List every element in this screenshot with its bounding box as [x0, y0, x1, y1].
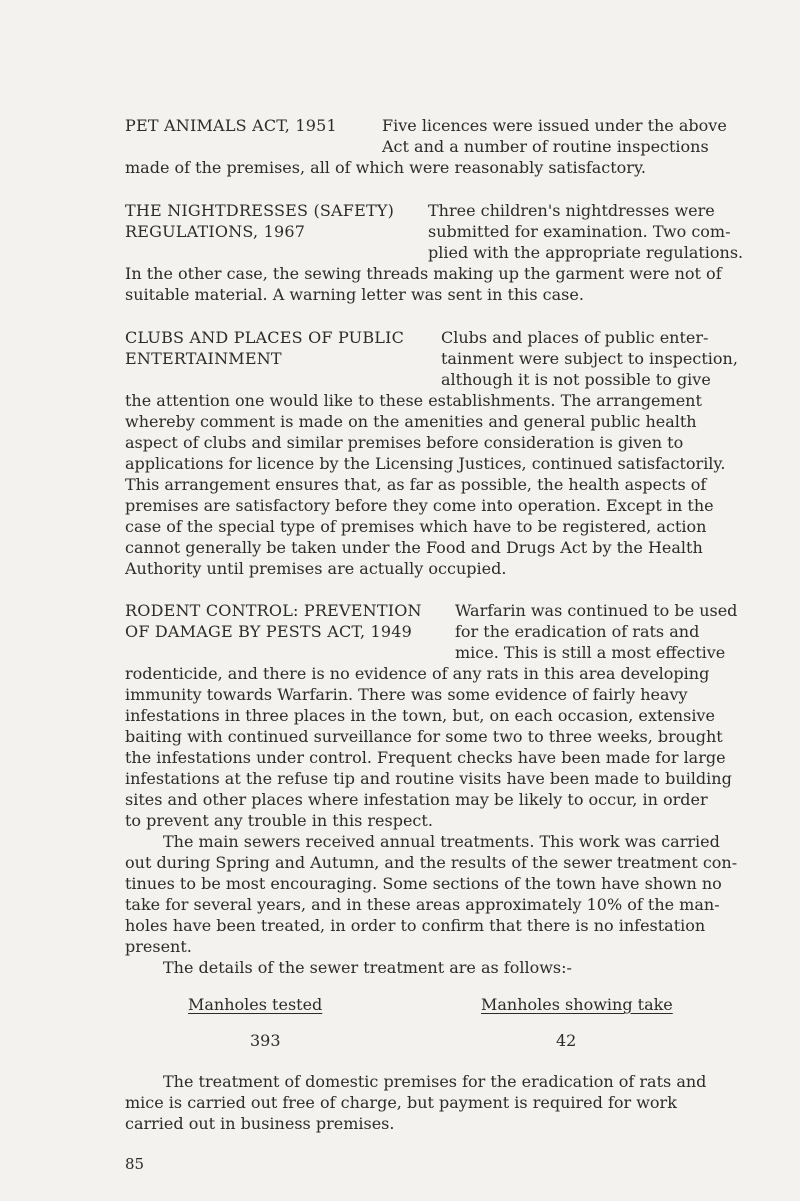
body-line: mice is carried out free of charge, but payment is required for work	[125, 1093, 677, 1112]
body-line: cannot generally be taken under the Food and Drugs Act by the Health	[125, 538, 703, 557]
body-line: made of the premises, all of which were reasonably satisfactory.	[125, 158, 646, 177]
section-heading: REGULATIONS, 1967	[125, 222, 306, 241]
section-side-text: although it is not possible to give	[441, 370, 711, 389]
body-line: sites and other places where infestation may be likely to occur, in order	[125, 790, 708, 809]
section-heading: OF DAMAGE BY PESTS ACT, 1949	[125, 622, 413, 641]
body-line: Authority until premises are actually occupied.	[125, 559, 507, 578]
section-side-text: Act and a number of routine inspections	[382, 137, 709, 156]
table-header-manholes-tested: Manholes tested	[188, 995, 323, 1014]
body-line: take for several years, and in these areas approximately 10% of the man-	[125, 895, 720, 914]
section-heading: ENTERTAINMENT	[125, 349, 282, 368]
section-heading: CLUBS AND PLACES OF PUBLIC	[125, 328, 405, 347]
table-header-manholes-showing-take: Manholes showing take	[481, 995, 673, 1014]
body-line: carried out in business premises.	[125, 1114, 395, 1133]
section-heading: THE NIGHTDRESSES (SAFETY)	[125, 201, 395, 220]
body-line: suitable material. A warning letter was sent in this case.	[125, 285, 584, 304]
body-line: applications for licence by the Licensing Justices, continued satisfactorily.	[125, 454, 726, 473]
body-line: out during Spring and Autumn, and the results of the sewer treatment con-	[125, 853, 738, 872]
body-line: premises are satisfactory before they come into operation. Except in the	[125, 496, 714, 515]
section-side-text: plied with the appropriate regulations.	[428, 243, 744, 262]
body-line: to prevent any trouble in this respect.	[125, 811, 433, 830]
body-line: The main sewers received annual treatments. This work was carried	[163, 832, 720, 851]
section-side-text: Three children's nightdresses were	[428, 201, 715, 220]
body-line: the attention one would like to these establishments. The arrangement	[125, 391, 702, 410]
section-heading: RODENT CONTROL: PREVENTION	[125, 601, 422, 620]
section-side-text: tainment were subject to inspection,	[441, 349, 738, 368]
body-line: holes have been treated, in order to confirm that there is no infestation	[125, 916, 706, 935]
body-line: whereby comment is made on the amenities and general public health	[125, 412, 697, 431]
body-line: The treatment of domestic premises for the eradication of rats and	[163, 1072, 707, 1091]
body-line: This arrangement ensures that, as far as possible, the health aspects of	[125, 475, 707, 494]
section-side-text: for the eradication of rats and	[455, 622, 700, 641]
section-side-text: mice. This is still a most effective	[455, 643, 726, 662]
body-line: infestations in three places in the town, but, on each occasion, extensive	[125, 706, 715, 725]
body-line: case of the special type of premises which have to be registered, action	[125, 517, 707, 536]
table-value-manholes-showing-take: 42	[556, 1031, 577, 1050]
body-line: immunity towards Warfarin. There was some evidence of fairly heavy	[125, 685, 688, 704]
table-value-manholes-tested: 393	[250, 1031, 281, 1050]
body-line: tinues to be most encouraging. Some sections of the town have shown no	[125, 874, 722, 893]
body-line: In the other case, the sewing threads making up the garment were not of	[125, 264, 722, 283]
body-line: present.	[125, 937, 192, 956]
body-line: The details of the sewer treatment are as follows:-	[163, 958, 572, 977]
page-number: 85	[125, 1155, 145, 1173]
body-line: the infestations under control. Frequent checks have been made for large	[125, 748, 726, 767]
section-side-text: Warfarin was continued to be used	[455, 601, 738, 620]
body-line: baiting with continued surveillance for some two to three weeks, brought	[125, 727, 723, 746]
body-line: infestations at the refuse tip and routine visits have been made to building	[125, 769, 732, 788]
section-heading: PET ANIMALS ACT, 1951	[125, 116, 337, 135]
section-side-text: Clubs and places of public enter-	[441, 328, 709, 347]
body-line: aspect of clubs and similar premises before consideration is given to	[125, 433, 684, 452]
section-side-text: Five licences were issued under the above	[382, 116, 727, 135]
section-side-text: submitted for examination. Two com-	[428, 222, 731, 241]
body-line: rodenticide, and there is no evidence of any rats in this area developing	[125, 664, 710, 683]
